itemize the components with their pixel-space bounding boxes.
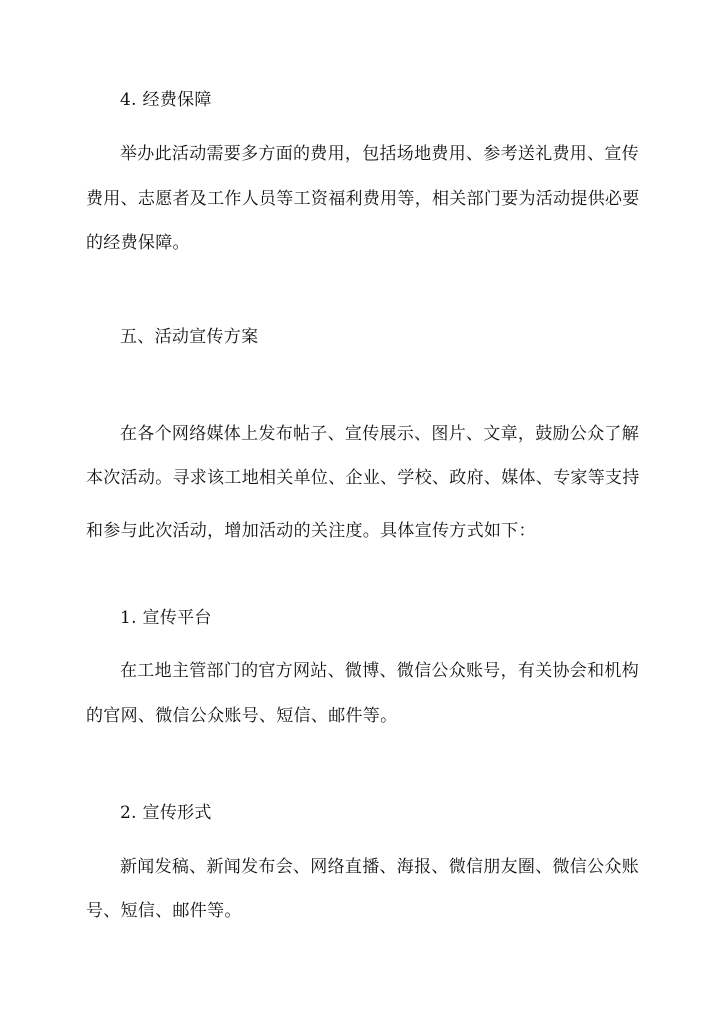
funding-paragraph-line-3: 的经费保障。 — [86, 233, 190, 253]
platform-paragraph-line-2: 的官网、微信公众账号、短信、邮件等。 — [86, 706, 398, 726]
subheading-promotion-platform: 1. 宣传平台 — [120, 608, 212, 628]
form-paragraph-line-2: 号、短信、邮件等。 — [86, 901, 242, 921]
funding-paragraph-line-2: 费用、志愿者及工作人员等工资福利费用等，相关部门要为活动提供必要 — [86, 189, 640, 209]
section-heading-funding: 4. 经费保障 — [120, 90, 212, 110]
form-paragraph-line-1: 新闻发稿、新闻发布会、网络直播、海报、微信朋友圈、微信公众账 — [120, 857, 639, 877]
platform-paragraph-line-1: 在工地主管部门的官方网站、微博、微信公众账号，有关协会和机构 — [120, 661, 639, 681]
promotion-paragraph-line-2: 本次活动。寻求该工地相关单位、企业、学校、政府、媒体、专家等支持 — [86, 468, 640, 488]
funding-paragraph-line-1: 举办此活动需要多方面的费用，包括场地费用、参考送礼费用、宣传 — [120, 144, 639, 164]
promotion-paragraph-line-1: 在各个网络媒体上发布帖子、宣传展示、图片、文章，鼓励公众了解 — [120, 424, 639, 444]
promotion-paragraph-line-3: 和参与此次活动，增加活动的关注度。具体宣传方式如下： — [86, 521, 536, 541]
subheading-promotion-form: 2. 宣传形式 — [120, 803, 212, 823]
section-heading-promotion-plan: 五、活动宣传方案 — [120, 327, 259, 347]
